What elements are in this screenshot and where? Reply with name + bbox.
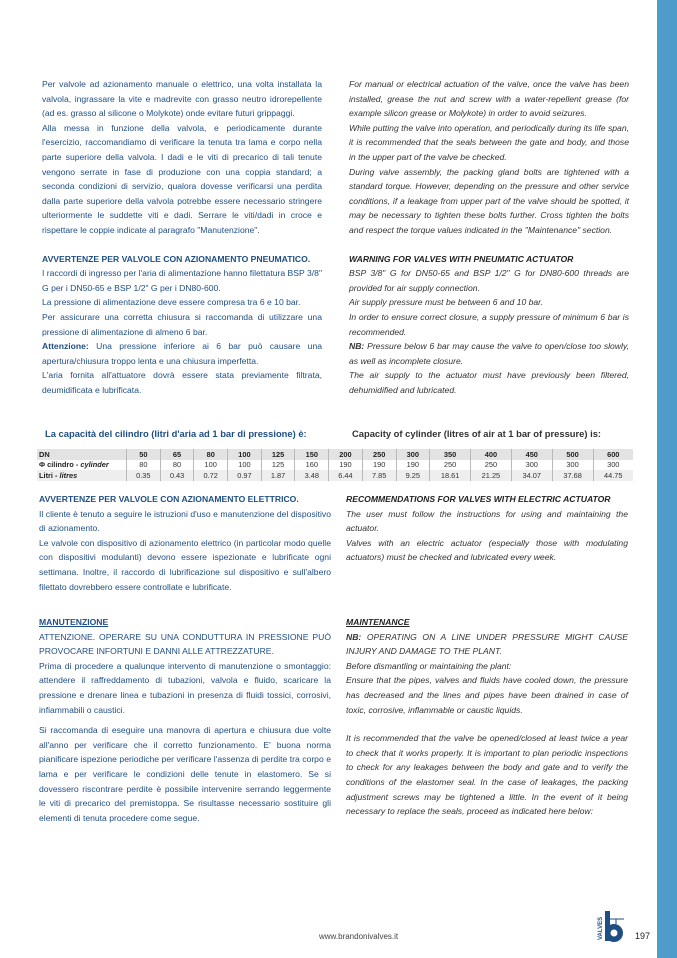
pneumatic-title-en: WARNING FOR VALVES WITH PNEUMATIC ACTUATOR bbox=[349, 253, 574, 264]
electric-title-it: AVVERTENZE PER VALVOLE CON AZIONAMENTO ELETTRICO. bbox=[39, 494, 299, 504]
cell: 300 bbox=[593, 460, 633, 471]
pneumatic-it-p1: I raccordi di ingresso per l'aria di alimentazione hanno filettatura BSP 3/8" G per i DN50-65 e BSP 1/2" G per i DN80-600. bbox=[42, 268, 322, 293]
footer-website-link[interactable]: www.brandonivalves.it bbox=[319, 932, 399, 941]
cell: 250 bbox=[430, 460, 471, 471]
table-row-cylinder bbox=[37, 460, 633, 471]
attention-it bbox=[42, 339, 322, 368]
row-label-cylinder bbox=[37, 460, 127, 471]
capacity-title-en: Capacity of cylinder (litres of air at 1 bar of pressure) is: bbox=[352, 428, 602, 439]
cell: 190 bbox=[396, 460, 430, 471]
pneumatic-en-p3: In order to ensure correct closure, a supply pressure of minimum 6 bar is recommended. bbox=[349, 311, 629, 337]
pneumatic-air-it: L'aria fornita all'attuatore dovrà essere stata previamente filtrata, deumidificata e lubrificata. bbox=[42, 370, 322, 395]
maintenance-it bbox=[39, 615, 331, 825]
row-label-it: Litri - bbox=[39, 470, 60, 480]
attention-label: Attenzione: bbox=[42, 341, 89, 352]
electric-en bbox=[346, 492, 628, 565]
maintenance-title-it: MANUTENZIONE bbox=[39, 617, 109, 627]
cell: 100 bbox=[228, 460, 262, 471]
row-label-litres bbox=[37, 470, 127, 481]
cell: 125 bbox=[261, 460, 295, 471]
maintenance-en-p1: Before dismantling or maintaining the plant: bbox=[346, 660, 512, 671]
cylinder-capacity-table bbox=[37, 449, 633, 481]
cell: 400 bbox=[471, 449, 512, 460]
electric-en-p1: The user must follow the instructions for using and maintaining the actuator. bbox=[346, 508, 628, 534]
maintenance-title-en: MAINTENANCE bbox=[346, 617, 410, 627]
row-label-en: litres bbox=[59, 470, 78, 480]
intro-it bbox=[42, 77, 322, 397]
maintenance-en-p3: It is recommended that the valve be opened/closed at least twice a year to check that it works properly. It is important to plan periodic inspections to check for any leakages between the body and gate and to verify the conditions of the elastomer seal. In the case of leakages, the packing adjustment screws may be tightened a little. In the event of it being necessary to replace the seals, proceed as indicated here below: bbox=[346, 733, 628, 817]
maintenance-it-p1: Prima di procedere a qualunque intervento di manutenzione o smontaggio: attendere il raffreddamento di tubazioni, valvola e fluido, scaricare la pressione e drenare linea e tubazioni in presenza di fluidi tossici, corrosivi, infiammabili o caustici. bbox=[39, 660, 331, 715]
logo-text: VALVES bbox=[598, 916, 604, 940]
nb-label: NB: bbox=[349, 341, 365, 352]
cell: 44.75 bbox=[593, 470, 633, 481]
cell: 500 bbox=[552, 449, 593, 460]
cell: 9.25 bbox=[396, 470, 430, 481]
maintenance-it-p2: Si raccomanda di eseguire una manovra di apertura e chiusura due volte all'anno per verificare che il corretto funzionamento. E' buona norma pianificare ispezione periodiche per verificare l'assenza di perdite tra corpo e lama e per verificare le condizioni delle tenute in elastomero. Se si dovessero riscontrare perdite è possibile intervenire serrando leggermente le viti di precarico del premistoppa. Se risultasse necessario sostituire gli elementi di tenuta procedere come segue. bbox=[39, 725, 331, 823]
row-label-dn: DN bbox=[37, 449, 127, 460]
cell: 600 bbox=[593, 449, 633, 460]
intro-en-p1: For manual or electrical actuation of the valve, once the valve has been installed, grease the nut and screw with a water-repellent grease (for example silicon grease or Molykote) in order to avoid seizures. bbox=[349, 79, 629, 119]
intro-en-p3: During valve assembly, the packing gland bolts are tightened with a standard torque. However, depending on the pressure and other service conditions, if a leakage from upper part of the valve should be spotted, it may be necessary to tighten these bolts further. Cross tighten the bolts and respect the torque values indicated in the "Maintenance" section. bbox=[349, 166, 629, 235]
cell: 450 bbox=[511, 449, 552, 460]
cell: 80 bbox=[160, 460, 194, 471]
electric-title-en: RECOMMENDATIONS FOR VALVES WITH ELECTRIC ACTUATOR bbox=[346, 494, 611, 504]
cell: 190 bbox=[362, 460, 396, 471]
cell: 300 bbox=[396, 449, 430, 460]
table-row-litres bbox=[37, 470, 633, 481]
intro-it-p2: Alla messa in funzione della valvola, e periodicamente durante l'esercizio, raccomandiamo di verificare la tenuta tra lama e corpo nella parte superiore della valvola. I dadi e le viti di precarico di tali tenute vengono serrate in fase di produzione con una coppia standard; a seconda condizioni di servizio, qualora dovesse verificarsi una perdita dalla parte superiore della valvola potrebbe essere necessario stringere ulteriormente le suddette viti e dadi. Serrare le viti/dadi in croce e rispettare le coppie indicate al paragrafo "Manutenzione". bbox=[42, 122, 322, 235]
cell: 300 bbox=[511, 460, 552, 471]
pneumatic-it-p3: Per assicurare una corretta chiusura si raccomanda di utilizzare una pressione di alimentazione di almeno 6 bar. bbox=[42, 311, 322, 337]
pneumatic-en-p1: BSP 3/8" G for DN50-65 and BSP 1/2" G for DN80-600 threads are provided for air supply connection. bbox=[349, 268, 629, 293]
maintenance-nb-text: OPERATING ON A LINE UNDER PRESSURE MIGHT CAUSE INJURY AND DAMAGE TO THE PLANT. bbox=[346, 631, 628, 657]
pneumatic-air-en: The air supply to the actuator must have previously been filtered, dehumidified and lubricated. bbox=[349, 370, 629, 395]
cell: 80 bbox=[194, 449, 228, 460]
cell: 200 bbox=[329, 449, 363, 460]
pneumatic-en-p2: Air supply pressure must be between 6 and 10 bar. bbox=[349, 297, 544, 308]
table-row-dn bbox=[37, 449, 633, 460]
maintenance-en bbox=[346, 615, 628, 819]
nb-text: Pressure below 6 bar may cause the valve to open/close too slowly, as well as incomplete closure. bbox=[349, 341, 629, 366]
pneumatic-title-it: AVVERTENZE PER VALVOLE CON AZIONAMENTO PNEUMATICO. bbox=[42, 253, 311, 264]
page-number: 197 bbox=[635, 931, 651, 941]
brandoni-valves-logo-icon bbox=[597, 909, 627, 945]
cell: 250 bbox=[362, 449, 396, 460]
cell: 250 bbox=[471, 460, 512, 471]
electric-en-p2: Valves with an electric actuator (especially those with modulating actuators) must be checked and lubricated every week. bbox=[346, 537, 628, 563]
cell: 1.87 bbox=[261, 470, 295, 481]
cell: 125 bbox=[261, 449, 295, 460]
cell: 150 bbox=[295, 449, 329, 460]
cell: 100 bbox=[228, 449, 262, 460]
cell: 7.85 bbox=[362, 470, 396, 481]
cell: 80 bbox=[127, 460, 161, 471]
cell: 190 bbox=[329, 460, 363, 471]
cell: 37.68 bbox=[552, 470, 593, 481]
cell: 0.72 bbox=[194, 470, 228, 481]
row-label-it: Φ cilindro - bbox=[39, 460, 81, 470]
cell: 0.35 bbox=[127, 470, 161, 481]
electric-it bbox=[39, 492, 331, 594]
maintenance-warning-it: ATTENZIONE. OPERARE SU UNA CONDUTTURA IN PRESSIONE PUÒ PROVOCARE INFORTUNI E DANNI ALLE ATTREZZATURE. bbox=[39, 631, 331, 657]
cell: 6.44 bbox=[329, 470, 363, 481]
row-label-en: cylinder bbox=[80, 460, 109, 470]
electric-it-p1: Il cliente è tenuto a seguire le istruzioni d'uso e manutenzione del dispositivo di azionamento. bbox=[39, 508, 331, 534]
pneumatic-it-p2: La pressione di alimentazione deve essere compresa tra 6 e 10 bar. bbox=[42, 297, 301, 308]
cell: 300 bbox=[552, 460, 593, 471]
nb-en bbox=[349, 339, 629, 368]
maintenance-nb-en bbox=[346, 630, 628, 659]
cell: 160 bbox=[295, 460, 329, 471]
capacity-title-it: La capacità del cilindro (litri d'aria ad 1 bar di pressione) è: bbox=[45, 428, 307, 439]
maintenance-en-p2: Ensure that the pipes, valves and fluids have cooled down, the pressure has decreased and the lines and pipes have been drained in case of toxic, corrosive, inflammable or caustic liquids. bbox=[346, 675, 628, 715]
cell: 34.07 bbox=[511, 470, 552, 481]
intro-en bbox=[349, 77, 629, 397]
cell: 0.97 bbox=[228, 470, 262, 481]
cell: 50 bbox=[127, 449, 161, 460]
cell: 21.25 bbox=[471, 470, 512, 481]
cell: 100 bbox=[194, 460, 228, 471]
side-color-stripe bbox=[657, 0, 677, 958]
maintenance-nb-label: NB: bbox=[346, 631, 362, 642]
cell: 350 bbox=[430, 449, 471, 460]
intro-en-p2: While putting the valve into operation, and periodically during its life span, it is recommended that the seals between the gate and body, and those in the upper part of the valve be checked. bbox=[349, 122, 629, 162]
cell: 0.43 bbox=[160, 470, 194, 481]
electric-it-p2: Le valvole con dispositivo di azionamento elettrico (in particolar modo quelle con dispositivi modulanti) devono essere ispezionate e lubrificate ogni settimana. Inoltre, il raccordo di lubrificazione sul dispositivo e sull'albero filettato dovrebbero essere controllate e lubrificate. bbox=[39, 537, 331, 592]
cell: 3.48 bbox=[295, 470, 329, 481]
cell: 65 bbox=[160, 449, 194, 460]
cell: 18.61 bbox=[430, 470, 471, 481]
attention-text: Una pressione inferiore ai 6 bar può causare una apertura/chiusura troppo lenta e una chiusura imperfetta. bbox=[42, 341, 322, 366]
intro-it-p1: Per valvole ad azionamento manuale o elettrico, una volta installata la valvola, ingrassare la vite e madrevite con grasso neutro idrorepellente (ad es. grasso al silicone o Molykote) onde evitare futuri grippaggi. bbox=[42, 79, 322, 119]
